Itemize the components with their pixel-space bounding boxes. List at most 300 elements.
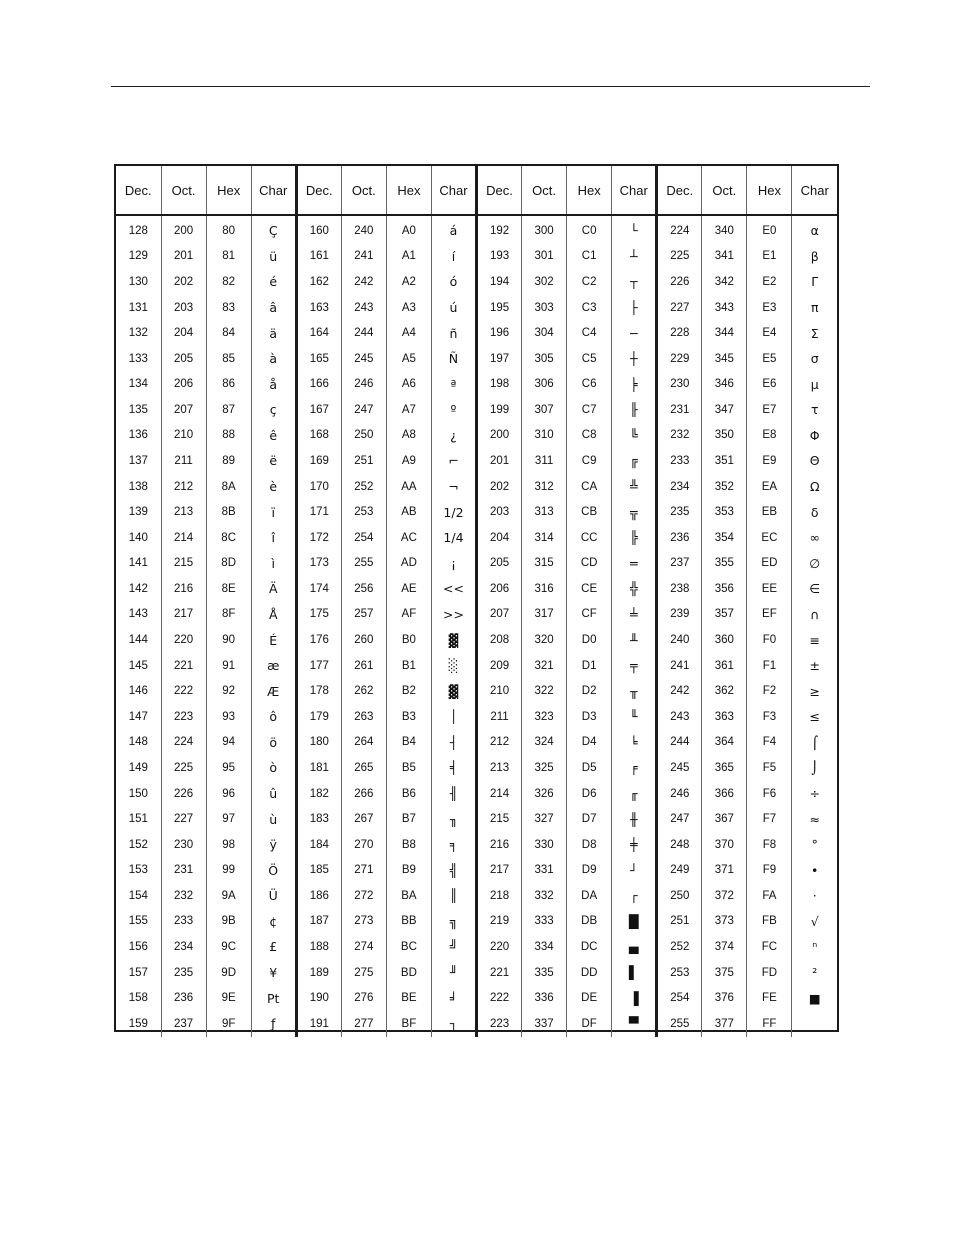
cell-char: • <box>811 862 819 878</box>
cell-char: Pt <box>251 985 296 1011</box>
cell-hex: 90 <box>206 627 251 653</box>
cell-char: ╕ <box>431 832 476 858</box>
cell-dec: 163 <box>296 295 341 321</box>
cell-hex: C3 <box>567 295 612 321</box>
cell-char: √ <box>810 913 819 929</box>
cell-dec: 182 <box>296 781 341 807</box>
cell-oct: 267 <box>341 806 386 832</box>
cell-oct: 241 <box>341 244 386 270</box>
cell-dec: 202 <box>477 474 522 500</box>
cell-hex: B7 <box>386 806 431 832</box>
cell-dec: 174 <box>296 576 341 602</box>
cell-char: ì <box>251 551 296 577</box>
cell-hex: EF <box>747 602 792 628</box>
cell-dec: 150 <box>116 781 161 807</box>
cell-char: σ <box>810 351 819 367</box>
cell-hex: F5 <box>747 755 792 781</box>
cell-hex: 8E <box>206 576 251 602</box>
cell-char: δ <box>810 504 819 520</box>
cell-dec: 180 <box>296 730 341 756</box>
cell-oct: 215 <box>161 551 206 577</box>
cell-char: ª <box>431 371 476 397</box>
cell-dec: 144 <box>116 627 161 653</box>
cell-dec: 160 <box>296 215 341 244</box>
cell-dec: 229 <box>657 346 702 372</box>
table-row <box>116 474 837 500</box>
cell-hex: AC <box>386 525 431 551</box>
cell-oct: 344 <box>702 320 747 346</box>
cell-oct: 325 <box>522 755 567 781</box>
cell-dec: 250 <box>657 883 702 909</box>
cell-hex: B1 <box>386 653 431 679</box>
cell-char: ╓ <box>612 781 657 807</box>
cell-hex: FF <box>747 1011 792 1037</box>
cell-hex: E2 <box>747 269 792 295</box>
cell-oct: 304 <box>522 320 567 346</box>
cell-dec: 233 <box>657 448 702 474</box>
cell-dec: 216 <box>477 832 522 858</box>
cell-oct: 231 <box>161 857 206 883</box>
cell-char: ≤ <box>809 709 820 725</box>
cell-hex: A1 <box>386 244 431 270</box>
cell-oct: 253 <box>341 499 386 525</box>
cell-hex: CE <box>567 576 612 602</box>
cell-hex: E1 <box>747 244 792 270</box>
cell-char: ∩ <box>810 606 820 622</box>
cell-oct: 205 <box>161 346 206 372</box>
cell-oct: 260 <box>341 627 386 653</box>
cell-dec: 213 <box>477 755 522 781</box>
cell-char: ∈ <box>809 581 821 597</box>
cell-oct: 232 <box>161 883 206 909</box>
cell-oct: 350 <box>702 423 747 449</box>
cell-char: Ä <box>251 576 296 602</box>
cell-dec: 252 <box>657 934 702 960</box>
cell-hex: 87 <box>206 397 251 423</box>
cell-hex: 9C <box>206 934 251 960</box>
cell-char: í <box>431 244 476 270</box>
header-rule <box>111 86 870 87</box>
table-row <box>116 653 837 679</box>
cell-oct: 255 <box>341 551 386 577</box>
cell-oct: 347 <box>702 397 747 423</box>
cell-char: 1/2 <box>431 499 476 525</box>
cell-oct: 337 <box>522 1011 567 1037</box>
cell-dec: 198 <box>477 371 522 397</box>
cell-char: ─ <box>612 320 657 346</box>
cell-oct: 251 <box>341 448 386 474</box>
cell-oct: 211 <box>161 448 206 474</box>
cell-char: Φ <box>809 427 820 443</box>
cell-hex: CD <box>567 551 612 577</box>
cell-dec: 188 <box>296 934 341 960</box>
cell-oct: 334 <box>522 934 567 960</box>
cell-hex: FC <box>747 934 792 960</box>
cell-dec: 215 <box>477 806 522 832</box>
cell-hex: C0 <box>567 215 612 244</box>
cell-hex: DB <box>567 909 612 935</box>
cell-hex: 93 <box>206 704 251 730</box>
cell-oct: 343 <box>702 295 747 321</box>
cell-oct: 243 <box>341 295 386 321</box>
table-row <box>116 985 837 1011</box>
cell-dec: 239 <box>657 602 702 628</box>
cell-hex: C9 <box>567 448 612 474</box>
cell-oct: 353 <box>702 499 747 525</box>
cell-hex: CC <box>567 525 612 551</box>
cell-dec: 164 <box>296 320 341 346</box>
cell-hex: F2 <box>747 678 792 704</box>
cell-char: ╚ <box>612 423 657 449</box>
cell-char: ∞ <box>809 530 820 546</box>
cell-oct: 312 <box>522 474 567 500</box>
cell-oct: 316 <box>522 576 567 602</box>
cell-dec: 224 <box>657 215 702 244</box>
cell-char: £ <box>251 934 296 960</box>
cell-dec: 207 <box>477 602 522 628</box>
cell-dec: 238 <box>657 576 702 602</box>
cell-dec: 190 <box>296 985 341 1011</box>
cell-oct: 213 <box>161 499 206 525</box>
column-header-char: Char <box>431 166 476 215</box>
cell-hex: 89 <box>206 448 251 474</box>
cell-hex: EB <box>747 499 792 525</box>
cell-oct: 204 <box>161 320 206 346</box>
ascii-table-frame <box>114 164 839 1032</box>
cell-hex: E4 <box>747 320 792 346</box>
cell-oct: 230 <box>161 832 206 858</box>
cell-dec: 165 <box>296 346 341 372</box>
cell-hex: BD <box>386 960 431 986</box>
table-row <box>116 551 837 577</box>
cell-dec: 169 <box>296 448 341 474</box>
cell-dec: 249 <box>657 857 702 883</box>
cell-oct: 256 <box>341 576 386 602</box>
cell-char: ¿ <box>431 423 476 449</box>
cell-hex: 97 <box>206 806 251 832</box>
table-row <box>116 806 837 832</box>
cell-char: ┼ <box>612 346 657 372</box>
table-row <box>116 346 837 372</box>
cell-hex: 96 <box>206 781 251 807</box>
cell-oct: 374 <box>702 934 747 960</box>
cell-hex: BA <box>386 883 431 909</box>
cell-dec: 153 <box>116 857 161 883</box>
cell-dec: 232 <box>657 423 702 449</box>
cell-oct: 273 <box>341 909 386 935</box>
cell-dec: 228 <box>657 320 702 346</box>
cell-hex: C8 <box>567 423 612 449</box>
cell-oct: 203 <box>161 295 206 321</box>
cell-oct: 351 <box>702 448 747 474</box>
cell-dec: 148 <box>116 730 161 756</box>
cell-oct: 354 <box>702 525 747 551</box>
cell-oct: 356 <box>702 576 747 602</box>
table-row <box>116 423 837 449</box>
cell-char: ÿ <box>251 832 296 858</box>
cell-char: ╘ <box>612 730 657 756</box>
cell-char: ù <box>251 806 296 832</box>
cell-oct: 323 <box>522 704 567 730</box>
cell-char: ö <box>251 730 296 756</box>
cell-dec: 248 <box>657 832 702 858</box>
cell-dec: 137 <box>116 448 161 474</box>
cell-hex: BE <box>386 985 431 1011</box>
cell-dec: 219 <box>477 909 522 935</box>
cell-dec: 177 <box>296 653 341 679</box>
cell-dec: 240 <box>657 627 702 653</box>
cell-dec: 236 <box>657 525 702 551</box>
table-row <box>116 883 837 909</box>
cell-char: ┌ <box>612 883 657 909</box>
cell-dec: 193 <box>477 244 522 270</box>
cell-oct: 364 <box>702 730 747 756</box>
cell-char <box>792 1011 837 1037</box>
table-row <box>116 909 837 935</box>
table-row <box>116 448 837 474</box>
cell-dec: 221 <box>477 960 522 986</box>
column-header-oct: Oct. <box>161 166 206 215</box>
cell-dec: 186 <box>296 883 341 909</box>
cell-oct: 276 <box>341 985 386 1011</box>
cell-char: ┤ <box>431 730 476 756</box>
cell-oct: 275 <box>341 960 386 986</box>
column-header-dec: Dec. <box>477 166 522 215</box>
cell-hex: FD <box>747 960 792 986</box>
cell-char: Γ <box>811 274 819 290</box>
cell-dec: 149 <box>116 755 161 781</box>
cell-oct: 266 <box>341 781 386 807</box>
cell-hex: A2 <box>386 269 431 295</box>
column-header-oct: Oct. <box>522 166 567 215</box>
cell-char: α <box>810 223 819 239</box>
cell-oct: 326 <box>522 781 567 807</box>
cell-oct: 227 <box>161 806 206 832</box>
cell-dec: 132 <box>116 320 161 346</box>
table-row <box>116 525 837 551</box>
cell-hex: BF <box>386 1011 431 1037</box>
cell-char: β <box>810 248 819 264</box>
cell-char: ∅ <box>809 555 821 571</box>
cell-dec: 196 <box>477 320 522 346</box>
cell-dec: 166 <box>296 371 341 397</box>
cell-oct: 272 <box>341 883 386 909</box>
cell-dec: 145 <box>116 653 161 679</box>
cell-hex: B0 <box>386 627 431 653</box>
cell-hex: 86 <box>206 371 251 397</box>
cell-dec: 201 <box>477 448 522 474</box>
cell-hex: 8A <box>206 474 251 500</box>
cell-hex: 81 <box>206 244 251 270</box>
cell-char: ü <box>251 244 296 270</box>
cell-char: τ <box>810 402 819 418</box>
cell-char: ╔ <box>612 448 657 474</box>
cell-hex: A4 <box>386 320 431 346</box>
cell-hex: FB <box>747 909 792 935</box>
cell-hex: ED <box>747 551 792 577</box>
cell-dec: 205 <box>477 551 522 577</box>
cell-dec: 175 <box>296 602 341 628</box>
cell-dec: 141 <box>116 551 161 577</box>
cell-oct: 301 <box>522 244 567 270</box>
cell-char: · <box>812 888 817 904</box>
cell-char: >> <box>431 602 476 628</box>
cell-char: É <box>251 627 296 653</box>
cell-hex: 98 <box>206 832 251 858</box>
cell-hex: 83 <box>206 295 251 321</box>
cell-char: â <box>251 295 296 321</box>
cell-char: ╩ <box>612 474 657 500</box>
cell-char: █ <box>612 909 657 935</box>
cell-oct: 200 <box>161 215 206 244</box>
cell-hex: F6 <box>747 781 792 807</box>
cell-oct: 221 <box>161 653 206 679</box>
cell-hex: B8 <box>386 832 431 858</box>
cell-oct: 244 <box>341 320 386 346</box>
extended-ascii-table <box>116 166 837 1037</box>
cell-hex: DD <box>567 960 612 986</box>
cell-char: ╖ <box>431 806 476 832</box>
cell-dec: 237 <box>657 551 702 577</box>
table-row <box>116 499 837 525</box>
table-row <box>116 371 837 397</box>
cell-char: ▄ <box>612 934 657 960</box>
cell-hex: F1 <box>747 653 792 679</box>
cell-dec: 131 <box>116 295 161 321</box>
cell-oct: 327 <box>522 806 567 832</box>
cell-char: 1/4 <box>431 525 476 551</box>
cell-hex: EC <box>747 525 792 551</box>
cell-hex: CB <box>567 499 612 525</box>
cell-hex: C6 <box>567 371 612 397</box>
cell-oct: 346 <box>702 371 747 397</box>
table-row <box>116 1011 837 1037</box>
cell-hex: AF <box>386 602 431 628</box>
cell-char: é <box>251 269 296 295</box>
cell-oct: 360 <box>702 627 747 653</box>
cell-hex: AB <box>386 499 431 525</box>
cell-dec: 161 <box>296 244 341 270</box>
cell-dec: 197 <box>477 346 522 372</box>
cell-oct: 233 <box>161 909 206 935</box>
cell-hex: D9 <box>567 857 612 883</box>
cell-oct: 224 <box>161 730 206 756</box>
cell-char: ╪ <box>612 832 657 858</box>
cell-oct: 345 <box>702 346 747 372</box>
cell-char: Θ <box>809 453 820 469</box>
cell-char: ë <box>251 448 296 474</box>
cell-oct: 303 <box>522 295 567 321</box>
cell-char: ▀ <box>612 1011 657 1037</box>
cell-hex: 8C <box>206 525 251 551</box>
cell-dec: 241 <box>657 653 702 679</box>
cell-oct: 220 <box>161 627 206 653</box>
cell-oct: 324 <box>522 730 567 756</box>
cell-dec: 176 <box>296 627 341 653</box>
cell-char: ▌ <box>612 960 657 986</box>
cell-dec: 147 <box>116 704 161 730</box>
cell-char: ¬ <box>431 474 476 500</box>
cell-dec: 184 <box>296 832 341 858</box>
cell-char: å <box>251 371 296 397</box>
table-row <box>116 960 837 986</box>
cell-hex: FA <box>747 883 792 909</box>
cell-char: ╒ <box>612 755 657 781</box>
cell-char: ñ <box>431 320 476 346</box>
cell-oct: 314 <box>522 525 567 551</box>
cell-dec: 220 <box>477 934 522 960</box>
cell-oct: 361 <box>702 653 747 679</box>
cell-oct: 376 <box>702 985 747 1011</box>
cell-char: à <box>251 346 296 372</box>
cell-oct: 373 <box>702 909 747 935</box>
cell-oct: 210 <box>161 423 206 449</box>
cell-oct: 225 <box>161 755 206 781</box>
cell-dec: 214 <box>477 781 522 807</box>
cell-dec: 222 <box>477 985 522 1011</box>
cell-char: Σ <box>810 325 819 341</box>
cell-char: ≈ <box>809 811 820 827</box>
cell-char: î <box>251 525 296 551</box>
cell-oct: 307 <box>522 397 567 423</box>
cell-hex: D3 <box>567 704 612 730</box>
cell-char: ≥ <box>809 683 820 699</box>
cell-hex: 91 <box>206 653 251 679</box>
cell-dec: 234 <box>657 474 702 500</box>
cell-hex: B2 <box>386 678 431 704</box>
table-row <box>116 627 837 653</box>
cell-dec: 158 <box>116 985 161 1011</box>
cell-char: ╜ <box>431 960 476 986</box>
cell-oct: 366 <box>702 781 747 807</box>
cell-oct: 245 <box>341 346 386 372</box>
cell-dec: 189 <box>296 960 341 986</box>
cell-char: ° <box>811 837 818 853</box>
cell-char: ═ <box>612 551 657 577</box>
cell-oct: 247 <box>341 397 386 423</box>
cell-dec: 209 <box>477 653 522 679</box>
cell-dec: 179 <box>296 704 341 730</box>
cell-dec: 208 <box>477 627 522 653</box>
cell-hex: F0 <box>747 627 792 653</box>
cell-hex: A7 <box>386 397 431 423</box>
cell-hex: DA <box>567 883 612 909</box>
cell-dec: 253 <box>657 960 702 986</box>
cell-hex: E9 <box>747 448 792 474</box>
cell-oct: 237 <box>161 1011 206 1037</box>
cell-hex: 85 <box>206 346 251 372</box>
cell-hex: CA <box>567 474 612 500</box>
cell-char: ï <box>251 499 296 525</box>
cell-oct: 257 <box>341 602 386 628</box>
cell-char: ± <box>809 658 820 674</box>
column-header-oct: Oct. <box>341 166 386 215</box>
cell-oct: 315 <box>522 551 567 577</box>
cell-oct: 235 <box>161 960 206 986</box>
table-row <box>116 730 837 756</box>
cell-hex: D6 <box>567 781 612 807</box>
cell-hex: E6 <box>747 371 792 397</box>
cell-hex: 8D <box>206 551 251 577</box>
cell-hex: 94 <box>206 730 251 756</box>
header-row <box>116 166 837 215</box>
cell-char: ╛ <box>431 985 476 1011</box>
cell-dec: 171 <box>296 499 341 525</box>
cell-dec: 142 <box>116 576 161 602</box>
cell-hex: AE <box>386 576 431 602</box>
cell-hex: D0 <box>567 627 612 653</box>
cell-char: ô <box>251 704 296 730</box>
